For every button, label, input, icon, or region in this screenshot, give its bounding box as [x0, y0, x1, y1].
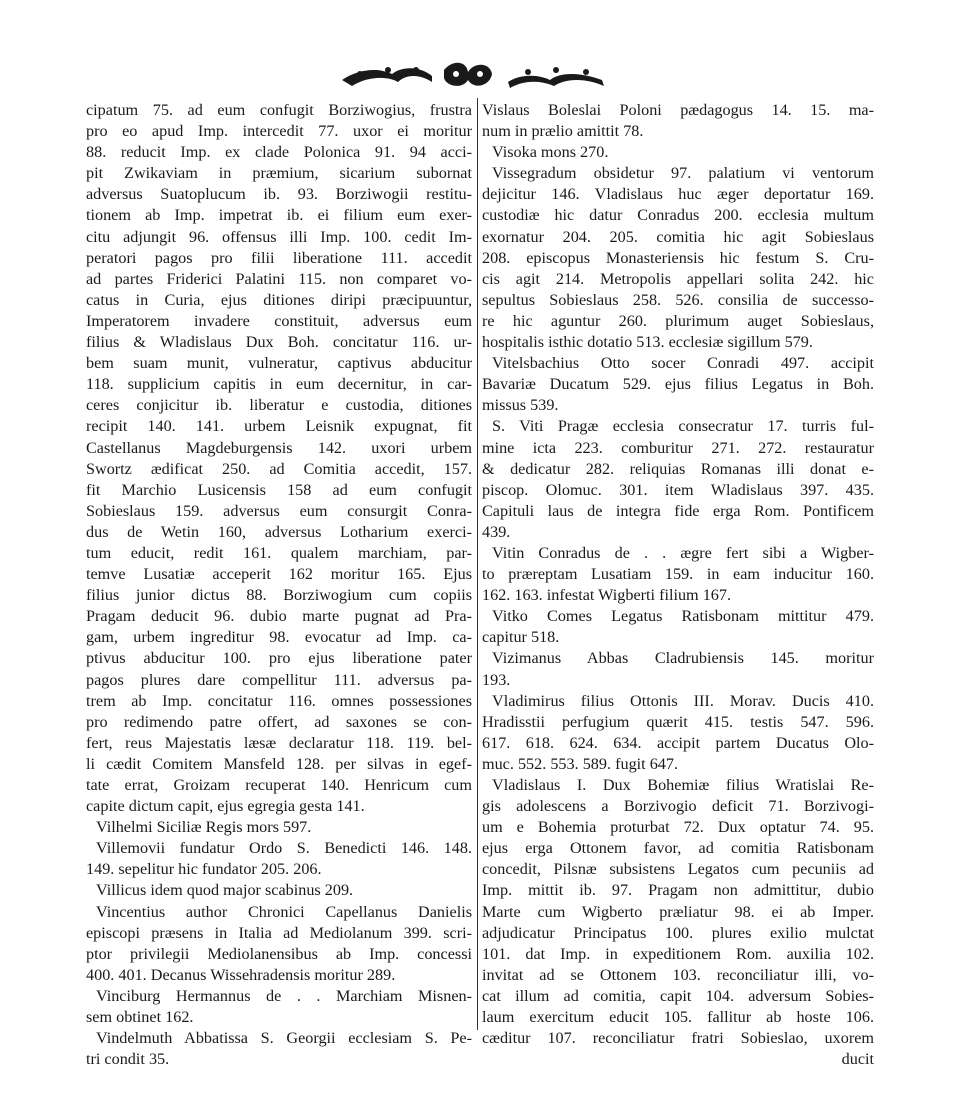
index-line: tionem ab Imp. impetrat ib. ei filium eum exer- — [86, 206, 472, 225]
index-line: cis agit 214. Metropolis appellari solita 242. hic — [482, 269, 874, 288]
index-line: S. Viti Pragæ ecclesia consecratur 17. turris ful- — [492, 417, 874, 436]
index-line: peratori pagos pro filii liberatione 111. accedit — [86, 248, 472, 267]
index-line: & dedicatur 282. reliquias Romanas illi donat e- — [482, 459, 874, 478]
index-line: 208. episcopus Monasteriensis hic festum S. Cru- — [482, 248, 874, 267]
index-line: ptivus abducitur 100. pro ejus liberatione pater — [86, 649, 472, 668]
index-line: Bavariæ Ducatum 529. ejus filius Legatus in Boh. — [482, 375, 874, 394]
index-line: fert, reus Majestatis læsæ declaratur 118. 119. bel- — [86, 733, 472, 752]
index-line: 101. dat Imp. in expeditionem Rom. auxilia 102. — [482, 944, 874, 963]
index-line: sepultus Sobieslaus 258. 526. consilia de successo- — [482, 290, 874, 309]
index-line: capitur 518. — [482, 628, 560, 647]
index-line: pro eo apud Imp. intercedit 77. uxor ei moritur — [86, 122, 472, 141]
index-line: cat illum ad comitia, capit 104. adversum Sobies- — [482, 986, 874, 1005]
index-line: ad partes Friderici Palatini 115. non comparet vo- — [86, 269, 472, 288]
index-line: 88. reducit Imp. ex clade Polonica 91. 94 acci- — [86, 143, 472, 162]
index-line: tate errat, Groizam recuperat 140. Henricum cum — [86, 776, 472, 794]
index-line: Pragam deducit 96. dubio marte pugnat ad Pra- — [86, 607, 472, 626]
index-line: Visoka mons 270. — [492, 143, 609, 162]
index-line: Vitelsbachius Otto socer Conradi 497. accipit — [492, 354, 874, 373]
index-line: mine icta 223. comburitur 271. 272. restauratur — [482, 438, 874, 457]
index-line: ceres conjicitur ib. liberatur e custodia, ditiones — [86, 396, 472, 415]
index-line: Marte cum Wigberto præliatur 98. ei ab Imper. — [482, 902, 874, 921]
index-line: re hic aguntur 260. plurimum auget Sobieslaus, — [482, 311, 874, 330]
index-line: Vizimanus Abbas Cladrubiensis 145. moritur — [492, 649, 874, 668]
index-line: Vladislaus I. Dux Bohemiæ filius Wratislai Re- — [492, 776, 874, 794]
index-line: catus in Curia, ejus ditiones diripi præcipuuntur, — [86, 290, 472, 309]
index-line: custodiæ hic datur Conradus 200. ecclesia multum — [482, 206, 874, 225]
index-line: tri condit 35. — [86, 1050, 170, 1069]
index-line: Swortz ædificat 250. ad Comitia accedit, 157. — [86, 459, 472, 478]
index-line: 617. 618. 624. 634. accipit partem Ducatus Olo- — [482, 733, 874, 752]
index-line: Vladimirus filius Ottonis III. Morav. Ducis 410. — [492, 691, 874, 710]
index-line: 400. 401. Decanus Wissehradensis moritur 289. — [86, 965, 396, 984]
index-line: temve Lusatiæ acceperit 162 moritur 165. Ejus — [86, 565, 472, 584]
index-line: Vitko Comes Legatus Ratisbonam mittitur 479. — [492, 607, 874, 626]
index-line: Sobieslaus 159. adversus eum consurgit Conra- — [86, 501, 472, 520]
index-line: trem ab Imp. concitatur 116. omnes possessiones — [86, 691, 472, 710]
index-column-right — [482, 100, 874, 1070]
index-line: concedit, Pilsnæ subsistens Legatos cum pecuniis ad — [482, 860, 874, 879]
index-line: fit Marchio Lusicensis 158 ad eum confugit — [86, 480, 472, 499]
index-line: 162. 163. infestat Wigberti filium 167. — [482, 586, 732, 605]
index-line: ptor privilegii Mediolanensibus ab Imp. concessi — [86, 944, 472, 963]
index-line: pagos plures dare compellitur 111. adversus pa- — [86, 670, 472, 689]
index-line: Castellanus Magdeburgensis 142. uxori urbem — [86, 438, 472, 457]
index-line: 439. — [482, 522, 511, 541]
index-line: pro redimendo patre offert, ad saxones se con- — [86, 712, 472, 731]
index-line: pit Zwikaviam in præmium, sicarium subornat — [86, 164, 472, 183]
index-line: cæditur 107. reconciliatur fratri Sobieslao, uxorem — [482, 1029, 874, 1048]
index-line: tum educit, redit 161. qualem marchiam, par- — [86, 543, 472, 562]
index-line: adjudicatur Principatus 100. plures exilio mulctat — [482, 923, 874, 942]
index-line: adversus Suatoplucum ib. 93. Borziwogii restitu- — [86, 185, 472, 204]
index-line: Villicus idem quod major scabinus 209. — [96, 881, 354, 900]
index-line: li cædit Comitem Mansfeld 128. per silvas in egef- — [86, 754, 472, 773]
index-line: Capituli laus de integra fide erga Rom. Pontificem — [482, 501, 874, 520]
index-line: ducit — [841, 1050, 874, 1069]
index-line: exornatur 204. 205. comitia hic agit Sobieslaus — [482, 227, 874, 246]
index-line: filius junior dictus 88. Borziwogium cum copiis — [86, 586, 472, 605]
index-line: recipit 140. 141. urbem Leisnik expugnat, fit — [86, 417, 472, 436]
index-line: Vilhelmi Siciliæ Regis mors 597. — [96, 818, 312, 837]
index-line: sem obtinet 162. — [86, 1008, 194, 1027]
index-line: Imperatorem invadere constituit, adversus eum — [86, 311, 472, 330]
index-line: Vindelmuth Abbatissa S. Georgii ecclesiam S. Pe- — [96, 1029, 472, 1048]
index-line: cipatum 75. ad eum confugit Borziwogius, frustra — [86, 101, 472, 119]
index-line: episcopi præsens in Italia ad Mediolanum 399. scri- — [86, 923, 472, 942]
index-line: dus de Wetin 160, adversus Lotharium exerci- — [86, 522, 472, 541]
printer-ornament-headpiece — [340, 60, 610, 94]
index-line: gis adolescens a Borzivogio deficit 71. Borzivogi- — [482, 797, 874, 816]
index-line: to præreptam Lusatiam 159. in eam inducitur 160. — [482, 565, 874, 584]
index-line: 149. sepelitur hic fundator 205. 206. — [86, 860, 322, 879]
index-line: um e Bohemia proturbat 72. Dux optatur 74. 95. — [482, 818, 874, 837]
index-line: hospitalis isthic dotatio 513. ecclesiæ sigillum 579. — [482, 333, 813, 352]
index-line: ejus erga Ottonem favor, ad comitia Ratisbonam — [482, 839, 874, 858]
index-line: Hradisstii perfugium quærit 415. testis 547. 596. — [482, 712, 874, 731]
index-line: Vissegradum obsidetur 97. palatium vi ventorum — [492, 164, 874, 183]
index-line: Vitin Conradus de . . ægre fert sibi a Wigber- — [492, 543, 874, 562]
index-line: piscop. Olomuc. 301. item Wladislaus 397. 435. — [482, 480, 874, 499]
index-line: invitat ad se Ottonem 103. reconciliatur illi, vo- — [482, 965, 874, 984]
index-line: 193. — [482, 670, 511, 689]
index-line: Vincentius author Chronici Capellanus Danielis — [96, 902, 472, 921]
index-line: filius & Wladislaus Dux Boh. concitatur 116. ur- — [86, 333, 472, 352]
index-line: citu adjungit 96. offensus illi Imp. 100. cedit Im- — [86, 227, 472, 246]
index-line: Villemovii fundatur Ordo S. Benedicti 146. 148. — [96, 839, 472, 858]
index-line: missus 539. — [482, 396, 559, 415]
index-line: 118. supplicium capitis in eum decernitur, in car- — [86, 375, 472, 394]
index-line: muc. 552. 553. 589. fugit 647. — [482, 754, 679, 773]
index-line: Vislaus Boleslai Poloni pædagogus 14. 15. ma- — [482, 101, 874, 119]
index-line: num in prælio amittit 78. — [482, 122, 644, 141]
index-line: Vinciburg Hermannus de . . Marchiam Misnen- — [96, 986, 472, 1005]
column-divider — [477, 98, 478, 1030]
index-line: dejicitur 146. Vladislaus huc æger deportatur 169. — [482, 185, 874, 204]
index-line: capite dictum capit, ejus egregia gesta 141. — [86, 797, 365, 816]
index-line: gam, urbem ingreditur 98. evocatur ad Imp. ca- — [86, 628, 472, 647]
index-line: Imp. mittit ib. 97. Pragam non admittitur, dubio — [482, 881, 874, 900]
index-line: laum exercitum educit 105. fallitur ab hoste 106. — [482, 1008, 874, 1027]
index-column-left — [86, 100, 472, 1070]
index-line: bem suam munit, vulneratur, captivus abducitur — [86, 354, 472, 373]
